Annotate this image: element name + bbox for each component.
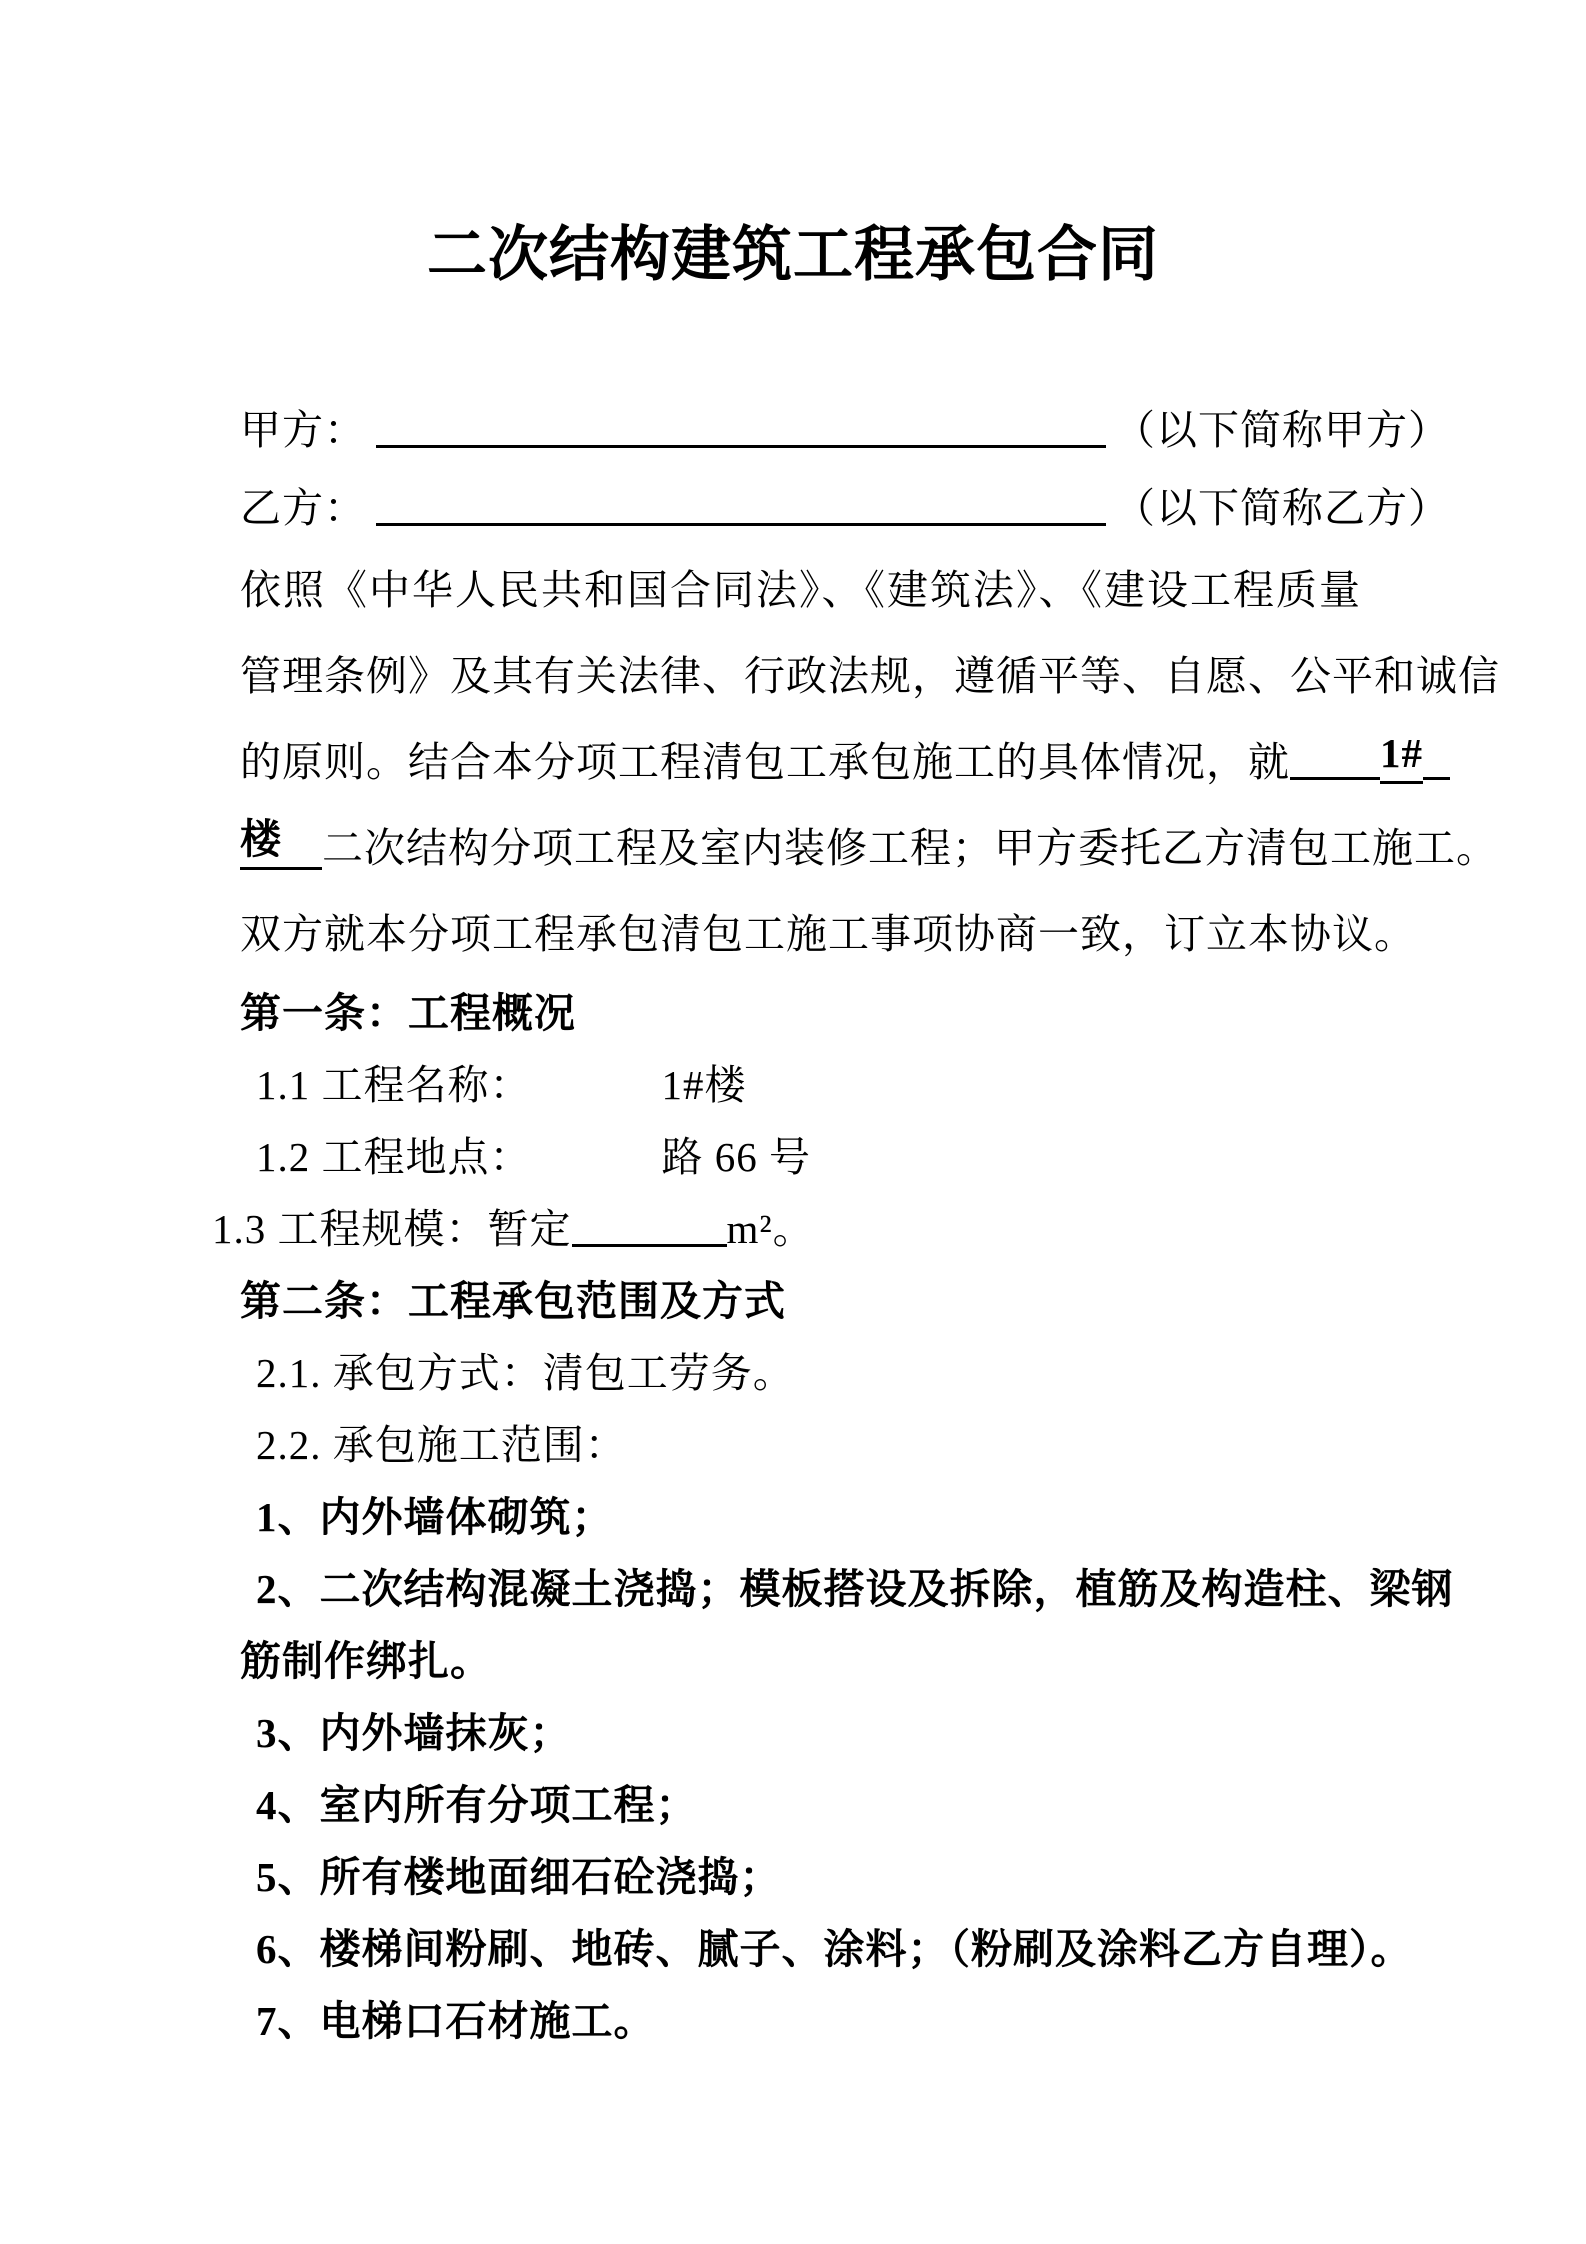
- contract-title: 二次结构建筑工程承包合同: [427, 222, 1159, 288]
- item-2-2: [240, 1405, 1450, 1477]
- scope-item-6: [240, 1909, 1450, 1981]
- item-1-2: [240, 1117, 1450, 1189]
- item-1-3-label: 1.3 工程规模：暂定: [212, 1205, 572, 1252]
- scope-item-1-text: 1、内外墙体砌筑；: [256, 1493, 614, 1540]
- preamble-line-4: [240, 801, 1498, 887]
- scope-item-2-line-1: [240, 1549, 1454, 1621]
- project-number-blank-field[interactable]: [1290, 777, 1380, 780]
- party-b-label: 乙方：: [240, 484, 366, 531]
- item-2-1-text: 2.1. 承包方式：清包工劳务。: [256, 1349, 795, 1396]
- contract-body: [212, 387, 1500, 2053]
- item-1-2-label: 1.2 工程地点：: [256, 1133, 532, 1180]
- scope-item-1: [240, 1477, 1450, 1549]
- item-1-3-suffix: m²。: [726, 1205, 815, 1252]
- preamble-line-2-text: 管理条例》及其有关法律、行政法规，遵循平等、自愿、公平和诚信: [240, 652, 1500, 699]
- scope-item-4: [240, 1765, 1450, 1837]
- scope-item-5-text: 5、所有楼地面细石砼浇捣；: [256, 1853, 782, 1900]
- scope-item-7-text: 7、电梯口石材施工。: [256, 1997, 656, 2044]
- preamble-line-1-text: 依照《中华人民共和国合同法》、《建筑法》、《建设工程质量: [240, 566, 1362, 613]
- preamble-line-1: [240, 543, 1450, 629]
- scope-item-5: [240, 1837, 1450, 1909]
- preamble-line-3: [240, 715, 1450, 801]
- scope-item-7: [240, 1981, 1450, 2053]
- project-number-blank-tail[interactable]: [1423, 777, 1450, 780]
- party-a-label: 甲方：: [240, 406, 366, 453]
- area-blank-field[interactable]: [572, 1244, 727, 1247]
- item-1-1-label: 1.1 工程名称：: [256, 1061, 532, 1108]
- preamble-line-2: [240, 629, 1500, 715]
- scope-item-6-text: 6、楼梯间粉刷、地砖、腻子、涂料；（粉刷及涂料乙方自理）。: [256, 1925, 1413, 1972]
- section1-heading: [240, 973, 1450, 1045]
- preamble-line-4-text: 二次结构分项工程及室内装修工程；甲方委托乙方清包工施工。: [322, 824, 1498, 871]
- preamble-line-5-text: 双方就本分项工程承包清包工施工事项协商一致，订立本协议。: [240, 910, 1416, 957]
- preamble-line-5: [240, 887, 1450, 973]
- party-b-line: [240, 465, 1450, 543]
- party-a-name-field[interactable]: [376, 445, 1106, 448]
- party-a-line: [240, 387, 1450, 465]
- section1-heading-text: 第一条：工程概况: [240, 989, 576, 1036]
- scope-item-4-text: 4、室内所有分项工程；: [256, 1781, 698, 1828]
- party-b-name-field[interactable]: [376, 523, 1106, 526]
- section2-heading-text: 第二条：工程承包范围及方式: [240, 1277, 786, 1324]
- item-1-1: [240, 1045, 1450, 1117]
- project-number-value: 1#: [1380, 732, 1423, 783]
- party-a-suffix: （以下简称甲方）: [1114, 406, 1450, 453]
- scope-item-3-text: 3、内外墙抹灰；: [256, 1709, 572, 1756]
- scope-item-2-line-2: [240, 1621, 1450, 1693]
- item-1-1-value: 1#楼: [661, 1061, 747, 1108]
- section2-heading: [240, 1261, 1450, 1333]
- scope-item-3: [240, 1693, 1450, 1765]
- scope-item-2-text-a: 2、二次结构混凝土浇捣；模板搭设及拆除，植筋及构造柱、梁钢: [256, 1565, 1454, 1612]
- item-1-2-value: 路 66 号: [661, 1133, 811, 1180]
- item-2-2-text: 2.2. 承包施工范围：: [256, 1421, 627, 1468]
- preamble-line-3-text: 的原则。结合本分项工程清包工承包施工的具体情况，就: [240, 738, 1290, 785]
- party-b-suffix: （以下简称乙方）: [1114, 484, 1450, 531]
- item-1-3: [212, 1189, 1450, 1261]
- scope-item-2-text-b: 筋制作绑扎。: [240, 1637, 492, 1684]
- item-2-1: [240, 1333, 1450, 1405]
- building-word-underlined: 楼: [240, 818, 322, 869]
